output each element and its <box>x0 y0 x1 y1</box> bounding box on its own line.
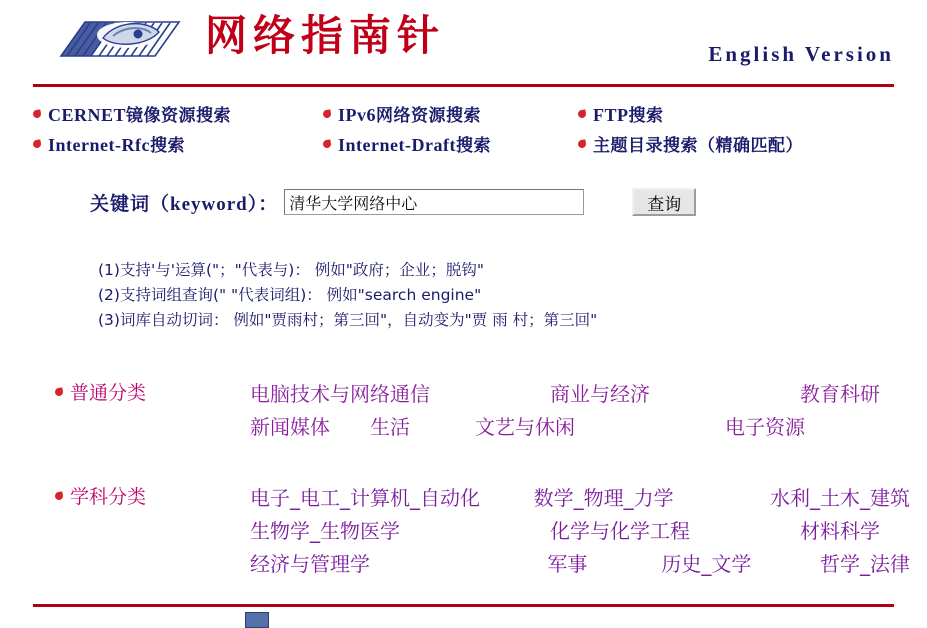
link-label-cjk: 搜索 <box>149 135 185 156</box>
link-label-roman: Internet-Draft <box>338 134 456 155</box>
usage-note-2: (2)支持词组查询(" "代表词组)： 例如"search engine" <box>98 286 482 304</box>
bullet-icon <box>322 139 331 148</box>
category-row <box>250 548 910 581</box>
search-links-row-2 <box>33 128 903 158</box>
page-title: 网络指南针 <box>205 11 446 60</box>
link-label-cjk: 主题目录搜索（精确匹配） <box>593 135 803 156</box>
link-cernet-mirror-search[interactable] <box>33 101 323 126</box>
link-label-cjk: 搜索 <box>628 105 664 126</box>
search-links-row-1 <box>33 98 903 128</box>
subject-link-philosophy-law[interactable]: 哲学_法律 <box>820 552 910 576</box>
general-categories-title <box>55 378 146 405</box>
divider-bottom <box>33 604 894 607</box>
bullet-icon <box>32 109 41 118</box>
subject-link-military[interactable]: 军事 <box>547 552 588 576</box>
subject-link-biology-biomedicine[interactable]: 生物学_生物医学 <box>250 519 400 543</box>
subject-link-history-literature[interactable]: 历史_文学 <box>661 552 752 576</box>
bullet-icon <box>54 491 63 500</box>
search-links <box>33 98 903 158</box>
category-row <box>250 515 910 548</box>
category-row <box>250 378 910 411</box>
category-row <box>250 482 910 515</box>
page-header <box>0 0 927 78</box>
keyword-label-cjk: 关键词 <box>90 192 151 215</box>
category-link-life[interactable]: 生活 <box>370 415 410 439</box>
search-submit-button[interactable]: 查询 <box>632 188 696 216</box>
category-link-education-research[interactable]: 教育科研 <box>800 382 880 406</box>
search-input[interactable] <box>284 189 584 215</box>
subject-link-hydraulics-civil-architecture[interactable]: 水利_土木_建筑 <box>770 486 910 510</box>
bullet-icon <box>54 387 63 396</box>
subject-link-electronics-computing[interactable]: 电子_电工_计算机_自动化 <box>250 486 480 510</box>
search-usage-notes <box>98 258 597 333</box>
link-label-cjk: 搜索 <box>455 135 491 156</box>
english-version-link[interactable]: English Version <box>708 42 894 66</box>
category-link-business-economy[interactable]: 商业与经济 <box>550 382 650 406</box>
link-internet-rfc-search[interactable] <box>33 131 323 156</box>
keyword-label-roman: （keyword）： <box>150 193 279 215</box>
link-label-cjk: 镜像资源搜索 <box>126 105 232 126</box>
link-internet-draft-search[interactable] <box>323 131 578 156</box>
general-categories-title-label: 普通分类 <box>70 382 147 404</box>
subject-link-economics-management[interactable]: 经济与管理学 <box>250 552 370 576</box>
divider-top <box>33 84 894 87</box>
category-link-computer-network[interactable]: 电脑技术与网络通信 <box>250 382 430 406</box>
category-link-electronic-resources[interactable]: 电子资源 <box>725 415 805 439</box>
site-logo-icon[interactable] <box>55 12 185 64</box>
category-link-arts-leisure[interactable]: 文艺与休闲 <box>475 415 575 439</box>
keyword-label <box>90 189 278 216</box>
link-ftp-search[interactable] <box>578 101 878 126</box>
subject-categories-links <box>250 482 910 581</box>
bullet-icon <box>322 109 331 118</box>
category-row <box>250 411 910 444</box>
bullet-icon <box>577 109 586 118</box>
general-categories-links <box>250 378 910 444</box>
link-label-roman: FTP <box>593 104 629 125</box>
link-label-cjk: 网络资源搜索 <box>376 105 481 126</box>
link-subject-directory-search[interactable] <box>578 131 878 156</box>
subject-categories-title-label: 学科分类 <box>70 486 147 508</box>
subject-link-math-physics-mechanics[interactable]: 数学_物理_力学 <box>533 486 674 510</box>
link-label-roman: CERNET <box>48 104 127 125</box>
search-form <box>90 188 696 216</box>
bullet-icon <box>577 139 586 148</box>
subject-link-chemistry-chemical-engineering[interactable]: 化学与化学工程 <box>550 519 690 543</box>
subject-link-materials-science[interactable]: 材料科学 <box>800 519 880 543</box>
link-ipv6-resource-search[interactable] <box>323 101 578 126</box>
bullet-icon <box>32 139 41 148</box>
link-label-roman: IPv6 <box>338 104 376 125</box>
usage-note-3: (3)词库自动切词： 例如"贾雨村；第三回"，自动变为"贾 雨 村；第三回" <box>98 311 598 329</box>
subject-categories-title <box>55 482 146 509</box>
link-label-roman: Internet-Rfc <box>48 134 150 155</box>
usage-note-1: (1)支持'与'运算("；"代表与)： 例如"政府；企业；脱钩" <box>98 261 485 279</box>
category-link-news-media[interactable]: 新闻媒体 <box>250 415 330 439</box>
